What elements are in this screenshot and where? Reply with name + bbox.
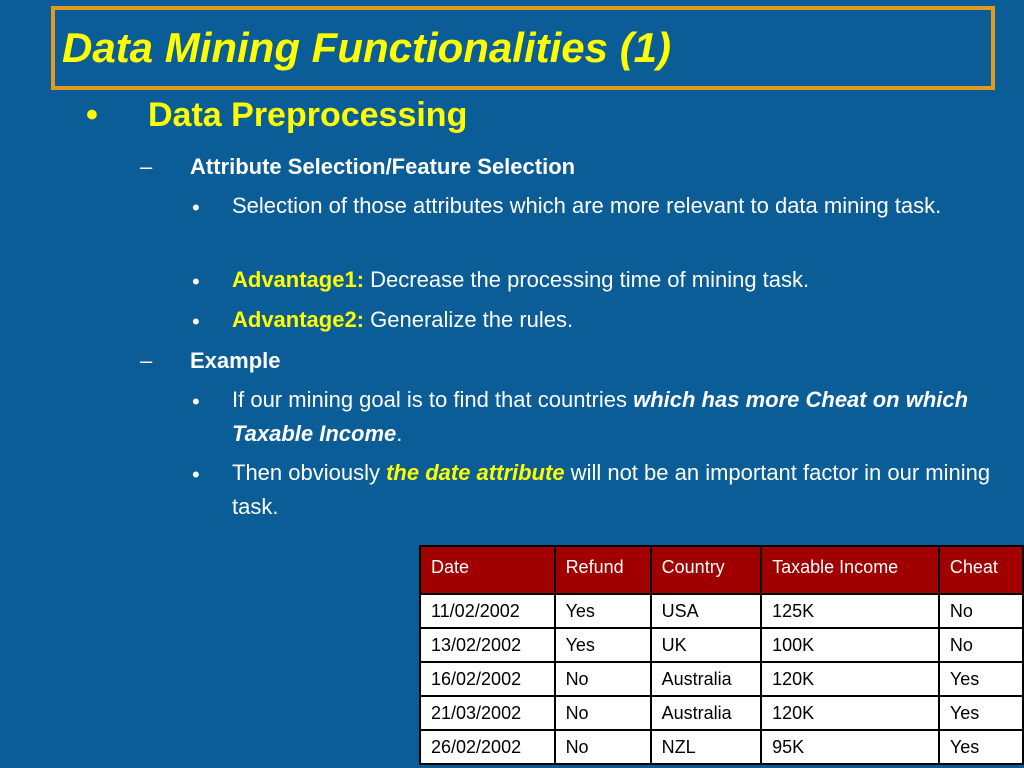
bullet-text-selection: Selection of those attributes which are more relevant to data mining task. [232,193,942,218]
example-date-end: will not be an important factor in our mining task. [232,460,991,519]
cell-taxable-income: 125K [761,594,939,628]
header-refund: Refund [555,546,651,594]
cell-date: 21/03/2002 [420,696,555,730]
example-goal-text: If our mining goal is to find that countries [232,387,634,412]
cell-cheat: No [939,628,1023,662]
table-row [420,628,1023,662]
level1-bullet: • [86,96,98,134]
cell-date: 26/02/2002 [420,730,555,764]
cell-taxable-income: 95K [761,730,939,764]
dash-marker: – [140,348,153,373]
cell-refund: No [555,730,651,764]
advantage2-text: Generalize the rules. [364,307,574,332]
table-header-row [420,546,1023,594]
advantage1-label: Advantage1: [232,267,365,292]
table-row [420,730,1023,764]
cell-country: Australia [651,696,761,730]
bullet-marker: • [192,269,200,294]
bullet-advantage2 [232,303,1017,337]
subsection-heading-feature-selection: Attribute Selection/Feature Selection [190,154,576,179]
cell-refund: Yes [555,594,651,628]
example-date-emphasis: the date attribute [386,460,565,485]
section-heading: Data Preprocessing [148,96,468,134]
cell-cheat: No [939,594,1023,628]
subsection-heading-example: Example [190,348,281,373]
cell-cheat: Yes [939,696,1023,730]
cell-country: UK [651,628,761,662]
advantage2-label: Advantage2: [232,307,365,332]
example-date-text: Then obviously [232,460,387,485]
table-row [420,696,1023,730]
cell-country: USA [651,594,761,628]
dash-marker: – [140,154,153,179]
cell-refund: Yes [555,628,651,662]
cell-date: 16/02/2002 [420,662,555,696]
cell-refund: No [555,662,651,696]
header-taxable-income: Taxable Income [761,546,939,594]
bullet-marker: • [192,389,200,414]
bullet-marker: • [192,462,200,487]
cell-refund: No [555,696,651,730]
header-date: Date [420,546,555,594]
header-cheat: Cheat [939,546,1023,594]
bullet-example-goal [232,383,1017,451]
bullet-marker: • [192,195,200,220]
cell-taxable-income: 100K [761,628,939,662]
bullet-advantage1 [232,263,1017,297]
cell-taxable-income: 120K [761,662,939,696]
cell-date: 11/02/2002 [420,594,555,628]
header-country: Country [651,546,761,594]
cell-taxable-income: 120K [761,696,939,730]
table-row [420,662,1023,696]
data-table [419,545,1024,765]
cell-date: 13/02/2002 [420,628,555,662]
example-goal-emphasis: which has more Cheat on which Taxable Income [232,387,969,446]
slide-title: Data Mining Functionalities (1) [62,24,672,71]
table-row [420,594,1023,628]
cell-country: Australia [651,662,761,696]
example-goal-end: . [396,421,403,446]
cell-country: NZL [651,730,761,764]
cell-cheat: Yes [939,730,1023,764]
advantage1-text: Decrease the processing time of mining task. [364,267,810,292]
bullet-example-date [232,456,1017,524]
bullet-marker: • [192,309,200,334]
cell-cheat: Yes [939,662,1023,696]
